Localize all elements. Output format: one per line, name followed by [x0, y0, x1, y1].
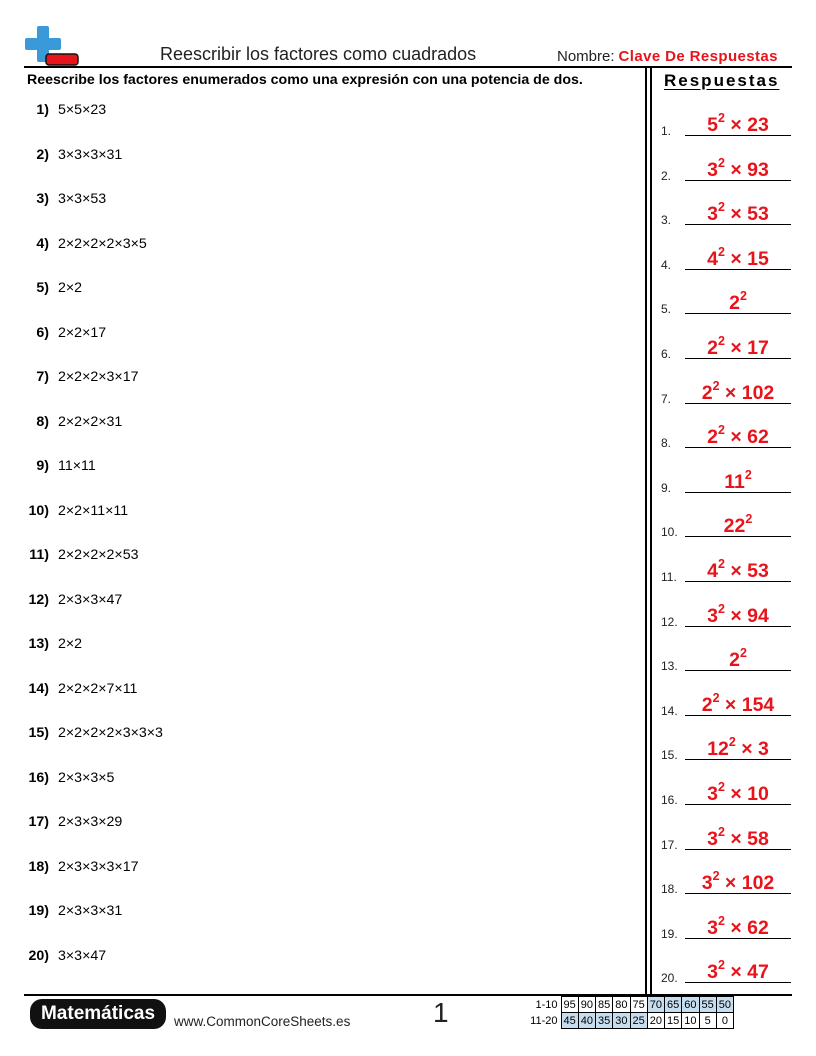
answer-exponent: 2 [712, 869, 720, 884]
answer-exponent: 2 [717, 780, 725, 794]
answer-value [685, 869, 791, 895]
answer-base: 3 [707, 604, 718, 627]
answer-exponent: 2 [739, 289, 747, 304]
answer-base: 5 [707, 114, 718, 136]
score-cell: 15 [665, 1013, 682, 1029]
score-cell: 25 [630, 1013, 647, 1029]
answers-heading: Respuestas [664, 71, 780, 90]
problem-expression: 2×2×17 [58, 324, 107, 341]
answer-exponent: 2 [717, 244, 725, 259]
problem-number: 14) [28, 680, 49, 697]
answer-base: 3 [707, 827, 718, 850]
problem-number: 18) [28, 858, 49, 875]
answer-exponent: 2 [717, 913, 725, 928]
score-cell: 20 [647, 1013, 664, 1029]
worksheet-title: Reescribir los factores como cuadrados [160, 44, 477, 64]
answer-item [658, 369, 794, 409]
problem-expression: 2×2 [58, 636, 83, 652]
site-url: www.CommonCoreSheets.es [174, 1014, 351, 1029]
answer-number: 11. [661, 570, 677, 584]
answer-value [685, 914, 791, 940]
score-cell: 30 [613, 1013, 630, 1029]
score-cell: 85 [596, 997, 613, 1013]
answer-exponent: 2 [717, 958, 725, 973]
answer-value [685, 646, 791, 672]
answer-value [685, 200, 791, 226]
answer-item [658, 681, 794, 721]
answer-number: 5. [661, 302, 672, 317]
answer-item [658, 547, 794, 587]
answer-value [685, 557, 791, 583]
answer-factor: × 23 [724, 114, 769, 136]
answer-base: 2 [707, 426, 718, 449]
answer-value [685, 111, 791, 137]
answer-factor: × 53 [724, 560, 769, 582]
answer-factor: × 93 [724, 158, 769, 181]
answer-number: 3. [661, 213, 672, 228]
problem-expression: 3×3×47 [58, 947, 107, 964]
page-number: 1 [433, 997, 449, 1028]
score-cell: 65 [665, 997, 682, 1013]
problem-expression: 2×2×11×11 [58, 502, 129, 519]
score-cell: 80 [613, 997, 630, 1013]
score-row [527, 1013, 734, 1029]
answer-base: 2 [701, 381, 713, 404]
problem-number: 13) [28, 636, 49, 652]
answer-base: 3 [707, 203, 718, 226]
problem-number: 4) [36, 235, 49, 252]
column-divider [645, 66, 652, 995]
answer-value [685, 156, 791, 182]
problem-expression: 2×3×3×3×17 [58, 858, 139, 875]
answer-number: 10. [661, 525, 678, 540]
problem-number: 6) [36, 324, 49, 341]
answer-number: 2. [661, 168, 672, 183]
answer-base: 2 [707, 337, 718, 359]
answer-value [685, 468, 791, 494]
answer-value [685, 512, 791, 538]
answer-factor: × 15 [724, 247, 769, 270]
answer-number: 1. [661, 124, 672, 138]
score-cell: 40 [578, 1013, 595, 1029]
answer-factor: × 102 [719, 872, 775, 895]
answer-base: 3 [707, 961, 718, 984]
answer-base: 12 [707, 738, 729, 761]
answer-value [685, 735, 791, 761]
problem-expression: 3×3×3×31 [58, 146, 123, 163]
answer-item [658, 279, 794, 319]
answer-factor: × 10 [724, 783, 769, 805]
problem-number: 2) [36, 146, 49, 163]
answer-base: 2 [729, 292, 740, 315]
answer-item [658, 235, 794, 275]
answer-exponent: 2 [717, 423, 725, 438]
answer-base: 4 [707, 560, 718, 582]
answer-item [658, 948, 794, 988]
answer-factor: × 94 [724, 604, 769, 627]
answer-exponent: 2 [712, 690, 720, 705]
answer-exponent: 2 [744, 467, 752, 482]
problem-expression: 2×2×2×2×3×3×3 [58, 725, 163, 741]
answer-factor: × 17 [724, 337, 769, 359]
answer-value [685, 423, 791, 449]
problem-expression: 5×5×23 [58, 102, 107, 118]
score-cell: 45 [561, 1013, 578, 1029]
score-cell: 60 [682, 997, 699, 1013]
answer-value [685, 334, 791, 360]
score-cell: 5 [699, 1013, 716, 1029]
answer-factor: × 58 [724, 827, 769, 850]
answer-base: 2 [729, 649, 740, 672]
answer-base: 3 [707, 783, 718, 805]
answer-value [685, 379, 791, 405]
score-cell: 10 [682, 1013, 699, 1029]
problem-expression: 2×3×3×29 [58, 814, 123, 830]
score-cell: 95 [561, 997, 578, 1013]
score-cell: 50 [716, 997, 733, 1013]
score-cell: 55 [699, 997, 716, 1013]
problem-number: 12) [28, 591, 49, 608]
score-cell: 0 [716, 1013, 733, 1029]
problem-expression: 2×3×3×47 [58, 591, 123, 608]
answer-item [658, 636, 794, 676]
problem-expression: 2×2×2×2×3×5 [58, 235, 147, 252]
answer-factor: × 154 [719, 693, 775, 716]
answer-number: 4. [661, 257, 672, 272]
answer-exponent: 2 [717, 824, 725, 839]
answer-number: 18. [661, 882, 678, 897]
score-row-label: 11-20 [530, 1014, 558, 1027]
name-value: Clave De Respuestas [618, 48, 778, 65]
answer-value [685, 958, 791, 984]
answer-exponent: 2 [739, 646, 747, 661]
answer-exponent: 2 [717, 334, 725, 348]
answer-item [658, 458, 794, 498]
header-rule [24, 66, 792, 68]
score-row [527, 997, 734, 1013]
answer-number: 8. [661, 436, 672, 451]
answer-item [658, 413, 794, 453]
answer-exponent: 2 [717, 557, 725, 571]
problem-number: 15) [28, 725, 49, 741]
answer-number: 14. [661, 703, 678, 718]
answer-value [685, 602, 791, 628]
score-cell: 35 [596, 1013, 613, 1029]
answer-base: 2 [701, 693, 713, 716]
answer-exponent: 2 [745, 512, 753, 527]
answer-value [685, 245, 791, 271]
answer-exponent: 2 [717, 155, 725, 170]
problem-expression: 2×2×2×31 [58, 413, 123, 430]
score-cell: 75 [630, 997, 647, 1013]
answer-factor: × 3 [735, 738, 769, 761]
answer-number: 15. [661, 748, 678, 763]
problem-expression: 3×3×53 [58, 191, 107, 207]
answer-base: 4 [707, 247, 718, 270]
answer-item [658, 101, 794, 141]
answer-item [658, 190, 794, 230]
name-label: Nombre: [557, 48, 615, 65]
answer-number: 13. [661, 659, 678, 674]
answer-number: 16. [661, 793, 678, 807]
score-table [527, 996, 734, 1029]
problem-number: 7) [36, 369, 49, 385]
answer-exponent: 2 [717, 601, 725, 616]
answer-item [658, 592, 794, 632]
brand-badge: Matemáticas [30, 999, 166, 1029]
answer-number: 6. [661, 347, 672, 361]
answer-number: 12. [661, 614, 678, 629]
problem-expression: 2×2×2×2×53 [58, 547, 139, 563]
problem-number: 19) [28, 903, 49, 919]
answer-factor: × 47 [724, 961, 769, 984]
answer-number: 19. [661, 926, 678, 941]
answer-base: 3 [707, 916, 718, 939]
answer-item [658, 859, 794, 899]
answer-item [658, 725, 794, 765]
answer-factor: × 62 [724, 426, 769, 449]
problem-number: 20) [28, 947, 49, 964]
instructions: Reescribe los factores enumerados como una expresión con una potencia de dos. [27, 72, 583, 88]
problem-number: 5) [36, 280, 49, 296]
answer-exponent: 2 [717, 200, 725, 215]
answer-item [658, 815, 794, 855]
answer-base: 3 [707, 158, 718, 181]
answer-number: 20. [661, 971, 678, 986]
problem-number: 3) [36, 191, 49, 207]
answer-value [685, 780, 791, 806]
problem-expression: 2×3×3×5 [58, 769, 115, 786]
problem-number: 10) [28, 502, 49, 519]
answer-base: 22 [723, 515, 746, 538]
problem-number: 1) [36, 102, 49, 118]
answer-factor: × 53 [724, 203, 769, 226]
plus-minus-logo-icon [24, 24, 80, 68]
name-field [557, 48, 778, 65]
problem-expression: 11×11 [58, 458, 96, 474]
answer-exponent: 2 [717, 111, 725, 125]
answer-item [658, 770, 794, 810]
problem-expression: 2×2 [58, 280, 83, 296]
answer-item [658, 502, 794, 542]
score-cell: 70 [647, 997, 664, 1013]
answer-factor: × 62 [724, 916, 769, 939]
answer-value [685, 691, 791, 717]
answer-item [658, 146, 794, 186]
problem-number: 16) [28, 769, 49, 786]
problem-number: 9) [36, 458, 49, 474]
answer-base: 11 [724, 470, 745, 493]
answer-number: 9. [661, 480, 672, 495]
answer-exponent: 2 [728, 735, 736, 750]
answer-number: 17. [661, 837, 678, 852]
answer-item [658, 324, 794, 364]
problem-number: 8) [36, 413, 49, 430]
answer-item [658, 904, 794, 944]
problem-expression: 2×2×2×3×17 [58, 369, 139, 385]
problem-expression: 2×2×2×7×11 [58, 680, 138, 697]
score-cell: 90 [578, 997, 595, 1013]
problem-number: 17) [28, 814, 49, 830]
score-row-label: 1-10 [535, 998, 558, 1011]
answer-value [685, 289, 791, 315]
problem-expression: 2×3×3×31 [58, 903, 123, 919]
answer-factor: × 102 [719, 381, 775, 404]
answer-number: 7. [661, 391, 672, 406]
answer-value [685, 825, 791, 851]
problem-number: 11) [29, 547, 49, 563]
answer-base: 3 [701, 872, 713, 895]
answer-exponent: 2 [712, 378, 720, 393]
